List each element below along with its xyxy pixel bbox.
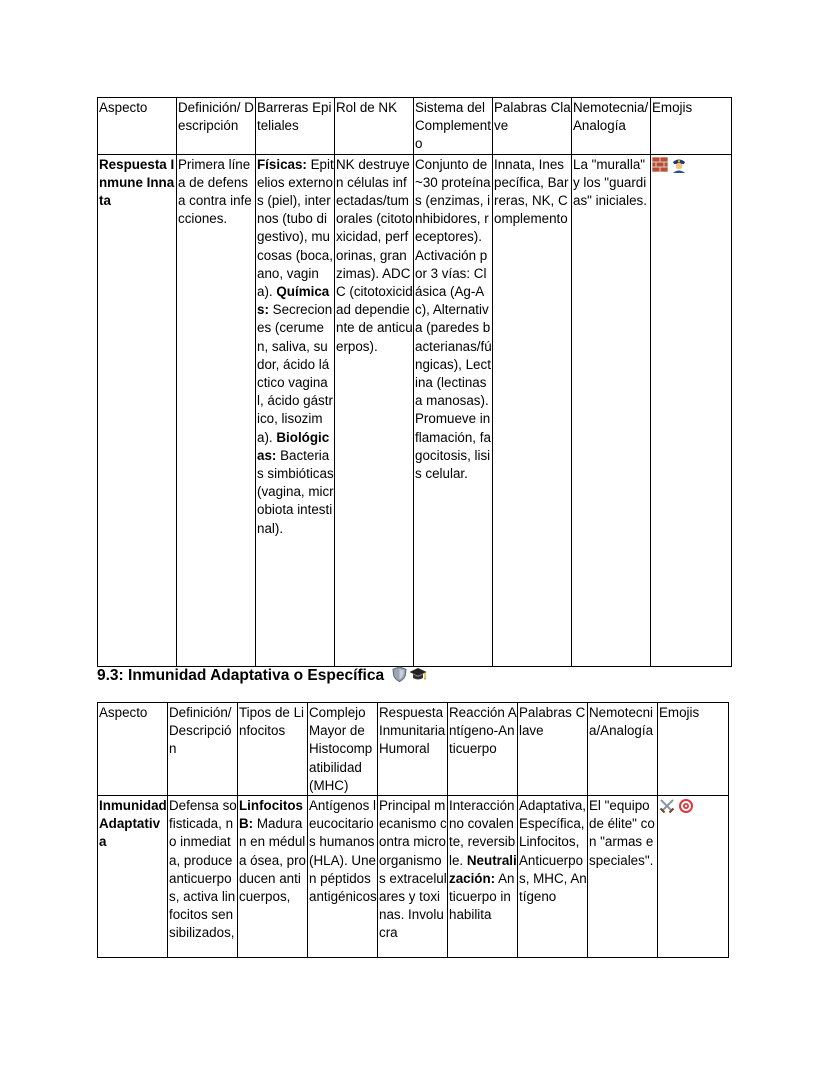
chemical-barriers-text: Secreciones (cerumen, saliva, sudor, ácido láctico vaginal, ácido gástrico, lisozima). bbox=[257, 302, 333, 445]
barriers-cell bbox=[256, 154, 335, 666]
header-cell: Sistema del Complemento bbox=[414, 98, 493, 155]
header-cell: Complejo Mayor de Histocompatibilidad (MHC) bbox=[308, 703, 378, 796]
definition-cell: Defensa sofisticada, no inmediata, produce anticuerpos, activa linfocitos sensibilizados, bbox=[168, 796, 238, 958]
emojis-cell bbox=[658, 796, 729, 958]
table-header-row bbox=[98, 703, 729, 796]
lymphocytes-b-text: Maduran en médula ósea, producen anticuerpos, bbox=[239, 816, 306, 905]
biological-barriers-text: Bacterias simbióticas (vagina, microbiota intestinal). bbox=[257, 447, 334, 536]
adaptive-immunity-table bbox=[97, 702, 729, 958]
aspect-label: Inmunidad Adaptativa bbox=[99, 798, 167, 850]
header-cell: Respuesta Inmunitaria Humoral bbox=[378, 703, 448, 796]
header-cell: Aspecto bbox=[98, 98, 177, 155]
header-cell: Nemotecnia/Analogía bbox=[588, 703, 658, 796]
neutralization-label: Neutralización: bbox=[449, 852, 517, 886]
header-cell: Barreras Epiteliales bbox=[256, 98, 335, 155]
header-cell: Definición/Descripción bbox=[168, 703, 238, 796]
humoral-cell: Principal mecanismo contra microorganismos extracelulares y toxinas. Involucra bbox=[378, 796, 448, 958]
header-cell: Emojis bbox=[651, 98, 732, 155]
target-icon bbox=[678, 798, 694, 819]
shield-icon bbox=[392, 666, 407, 688]
innate-response-table bbox=[97, 97, 732, 667]
header-cell: Definición/ Descripción bbox=[177, 98, 256, 155]
header-cell: Emojis bbox=[658, 703, 729, 796]
header-cell: Reacción Antígeno-Anticuerpo bbox=[448, 703, 518, 796]
mnemonic-cell: El "equipo de élite" con "armas especiales". bbox=[588, 796, 658, 958]
chemical-barriers-label: Químicas: bbox=[257, 284, 330, 318]
aspect-cell bbox=[98, 796, 168, 958]
lymphocytes-cell bbox=[238, 796, 308, 958]
header-cell: Aspecto bbox=[98, 703, 168, 796]
keywords-cell: Innata, Inespecífica, Barreras, NK, Complemento bbox=[493, 154, 572, 666]
nk-role-cell: NK destruyen células infectadas/tumorales (citotoxicidad, perforinas, granzimas). ADCC (citotoxicidad dependiente de anticuerpos). bbox=[335, 154, 414, 666]
brick-wall-icon bbox=[652, 157, 668, 177]
complement-cell: Conjunto de ~30 proteínas (enzimas, inhibidores, receptores). Activación por 3 vías: Clásica (Ag-Ac), Alternativa (paredes bacterianas/fúngicas), Lectina (lectinas a manosas). Promueve inflamación, fagocitosis, lisis celular. bbox=[414, 154, 493, 666]
header-cell: Tipos de Linfocitos bbox=[238, 703, 308, 796]
table-row bbox=[98, 796, 729, 958]
definition-cell: Primera línea de defensa contra infecciones. bbox=[177, 154, 256, 666]
lymphocytes-b-label: Linfocitos B: bbox=[239, 798, 303, 832]
emojis-cell bbox=[651, 154, 732, 666]
table-row bbox=[98, 154, 732, 666]
header-cell: Palabras Clave bbox=[493, 98, 572, 155]
mnemonic-cell: La "muralla" y los "guardias" iniciales. bbox=[572, 154, 651, 666]
header-cell: Rol de NK bbox=[335, 98, 414, 155]
physical-barriers-label: Físicas: bbox=[257, 156, 307, 172]
section-heading bbox=[97, 666, 427, 688]
crossed-swords-icon bbox=[659, 798, 675, 819]
aspect-cell bbox=[98, 154, 177, 666]
keywords-cell: Adaptativa, Específica, Linfocitos, Anticuerpos, MHC, Antígeno bbox=[518, 796, 588, 958]
biological-barriers-label: Biológicas: bbox=[257, 429, 330, 463]
physical-barriers-text: Epitelios externos (piel), internos (tubo digestivo), mucosas (boca, ano, vagina). bbox=[257, 156, 334, 300]
neutralization-text: Anticuerpo inhabilita bbox=[449, 870, 515, 923]
police-officer-icon bbox=[671, 157, 687, 178]
header-cell: Nemotecnia/Analogía bbox=[572, 98, 651, 155]
graduation-cap-icon bbox=[409, 667, 427, 688]
section-title: 9.3: Inmunidad Adaptativa o Específica bbox=[97, 667, 385, 684]
reaction-cell bbox=[448, 796, 518, 958]
aspect-label: Respuesta Inmune Innata bbox=[99, 156, 175, 209]
header-cell: Palabras Clave bbox=[518, 703, 588, 796]
reaction-intro: Interacción no covalente, reversible. bbox=[449, 798, 516, 868]
mhc-cell: Antígenos leucocitarios humanos (HLA). Unen péptidos antigénicos bbox=[308, 796, 378, 958]
table-header-row bbox=[98, 98, 732, 155]
